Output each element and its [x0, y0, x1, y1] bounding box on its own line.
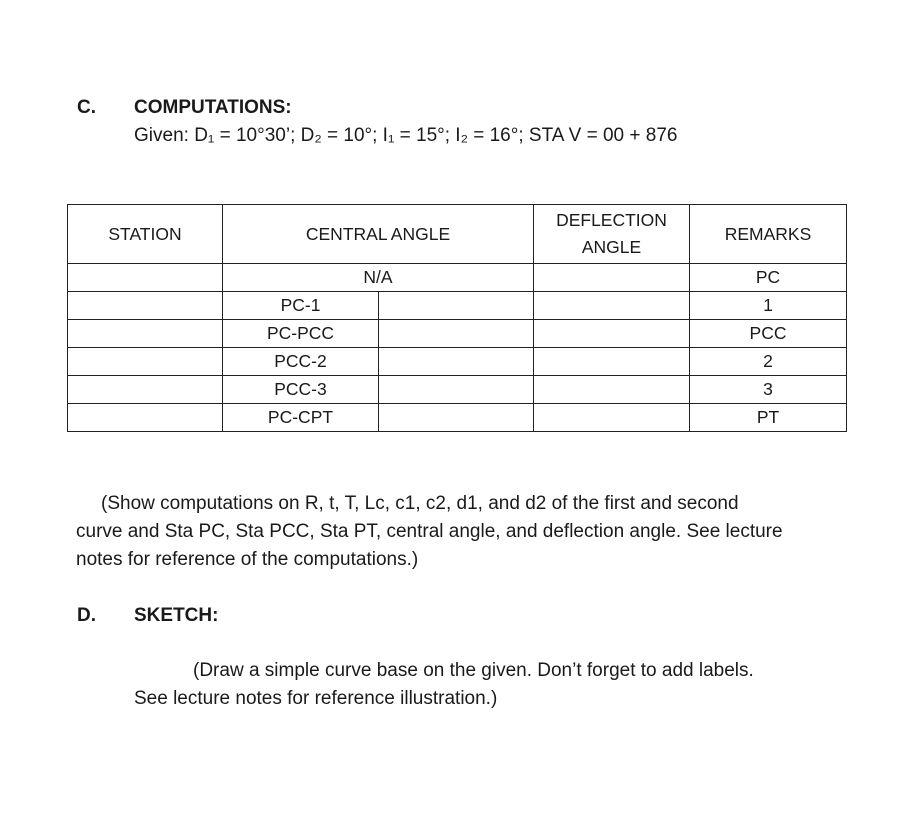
deflection-cell[interactable]: [534, 292, 690, 320]
remark-cell: 1: [690, 292, 847, 320]
central-angle-value-cell[interactable]: [379, 404, 534, 432]
central-angle-label: PCC-2: [223, 348, 379, 376]
header-station: STATION: [68, 205, 223, 264]
central-angle-label: PC-1: [223, 292, 379, 320]
sketch-instructions-line1: (Draw a simple curve base on the given. Don’t forget to add labels.: [193, 660, 754, 681]
table-row: [68, 320, 847, 348]
section-d-letter: D.: [77, 605, 96, 626]
remark-cell: PCC: [690, 320, 847, 348]
table-row: [68, 376, 847, 404]
station-cell[interactable]: [68, 404, 223, 432]
station-cell[interactable]: [68, 292, 223, 320]
table-row: [68, 348, 847, 376]
header-deflection-angle: [534, 205, 690, 264]
header-deflection-line1: DEFLECTION: [556, 210, 667, 230]
instructions-c-line3: notes for reference of the computations.): [76, 549, 419, 570]
central-angle-value-cell[interactable]: [379, 376, 534, 404]
station-cell[interactable]: [68, 376, 223, 404]
instructions-c-line2: curve and Sta PC, Sta PCC, Sta PT, central angle, and deflection angle. See lecture: [76, 521, 783, 542]
table-row: [68, 264, 847, 292]
central-angle-label: PC-PCC: [223, 320, 379, 348]
central-angle-value-cell[interactable]: [379, 320, 534, 348]
remark-cell: PT: [690, 404, 847, 432]
central-angle-value-cell[interactable]: [379, 292, 534, 320]
deflection-cell[interactable]: [534, 264, 690, 292]
na-cell: N/A: [223, 264, 534, 292]
header-deflection-line2: ANGLE: [581, 237, 642, 257]
central-angle-value-cell[interactable]: [379, 348, 534, 376]
section-c-letter: C.: [77, 97, 96, 118]
instructions-c-line1: (Show computations on R, t, T, Lc, c1, c2, d1, and d2 of the first and second: [101, 493, 739, 514]
sketch-instructions-line2: See lecture notes for reference illustration.): [134, 688, 498, 709]
section-d-title: SKETCH:: [134, 605, 219, 626]
deflection-cell[interactable]: [534, 376, 690, 404]
remark-cell: PC: [690, 264, 847, 292]
remark-cell: 2: [690, 348, 847, 376]
central-angle-label: PC-CPT: [223, 404, 379, 432]
table-row: [68, 404, 847, 432]
remark-cell: 3: [690, 376, 847, 404]
header-central-angle: CENTRAL ANGLE: [223, 205, 534, 264]
deflection-cell[interactable]: [534, 348, 690, 376]
deflection-cell[interactable]: [534, 404, 690, 432]
section-c-title: COMPUTATIONS:: [134, 97, 292, 118]
station-cell[interactable]: [68, 348, 223, 376]
station-cell[interactable]: [68, 320, 223, 348]
computation-table: [67, 204, 847, 432]
station-cell[interactable]: [68, 264, 223, 292]
given-values: Given: D₁ = 10°30’; D₂ = 10°; I₁ = 15°; I₂ = 16°; STA V = 00 + 876: [134, 125, 678, 146]
deflection-cell[interactable]: [534, 320, 690, 348]
table-row: [68, 292, 847, 320]
central-angle-label: PCC-3: [223, 376, 379, 404]
header-remarks: REMARKS: [690, 205, 847, 264]
